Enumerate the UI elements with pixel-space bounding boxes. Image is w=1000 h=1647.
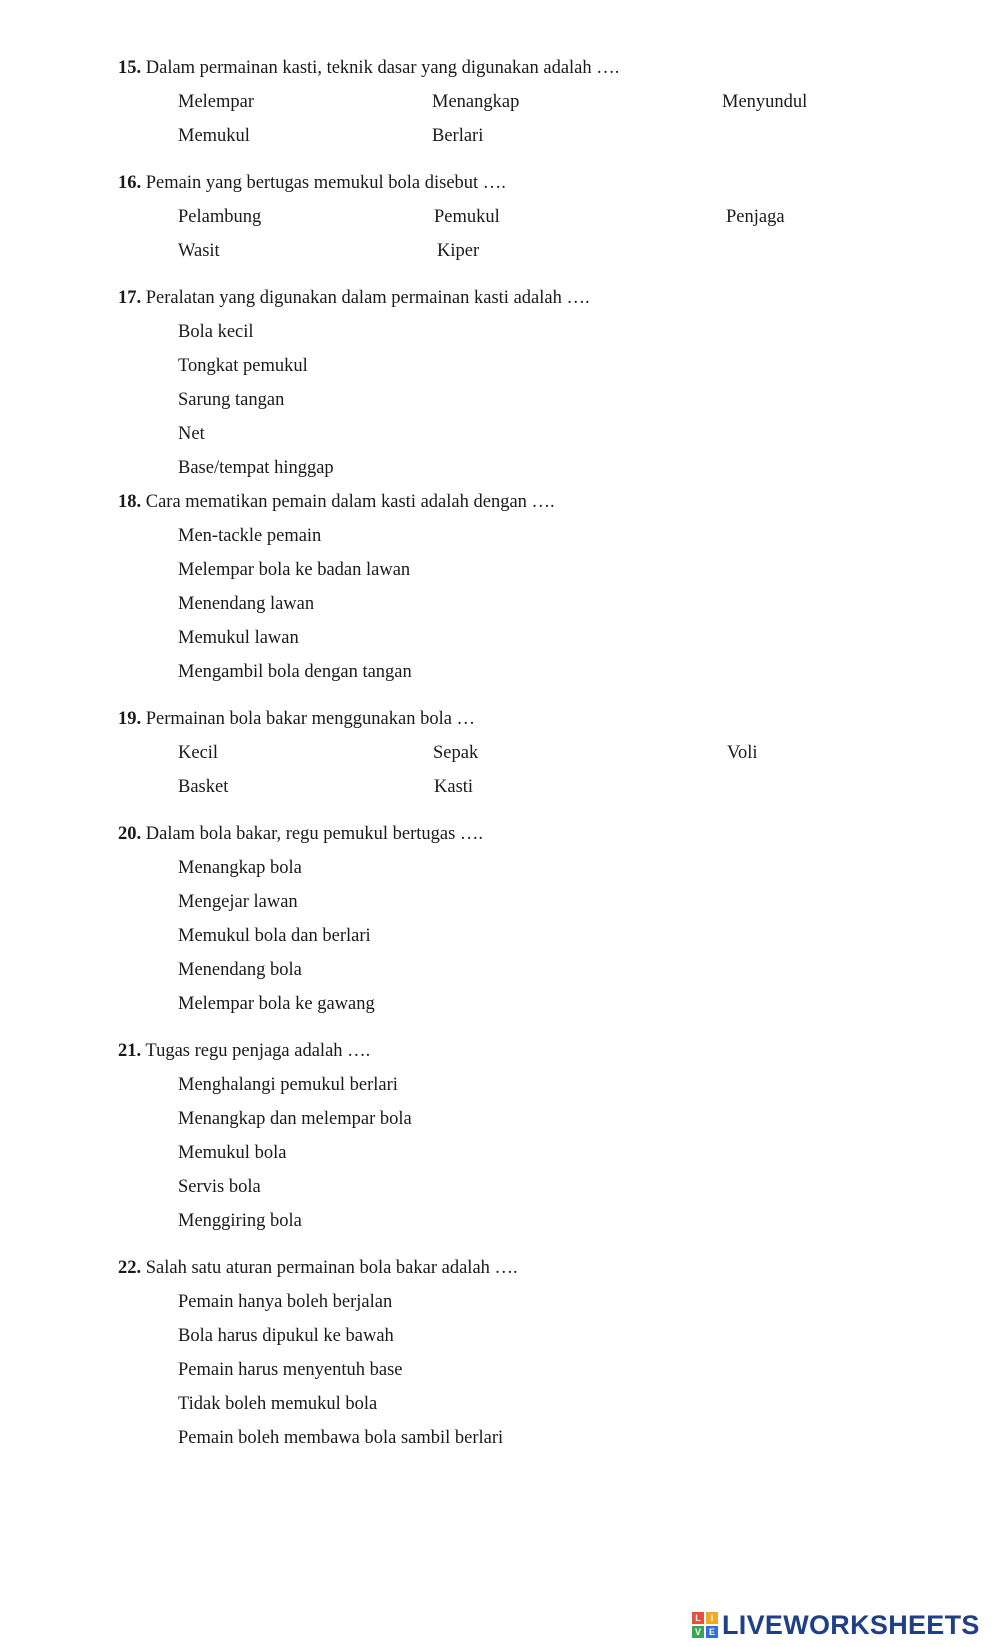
option[interactable]: Penjaga (726, 207, 785, 227)
option[interactable]: Pemain hanya boleh berjalan (178, 1292, 393, 1312)
option[interactable]: Pemain boleh membawa bola sambil berlari (178, 1428, 504, 1448)
question-number: 15. (118, 58, 142, 78)
logo-square: V (692, 1626, 704, 1638)
option[interactable]: Melempar bola ke badan lawan (178, 560, 411, 580)
option[interactable]: Mengejar lawan (178, 892, 298, 912)
option[interactable]: Kiper (437, 241, 480, 261)
question-15 (118, 58, 619, 79)
question-22 (118, 1258, 518, 1279)
question-number: 20. (118, 824, 142, 844)
option[interactable]: Menggiring bola (178, 1211, 302, 1231)
option[interactable]: Menendang lawan (178, 594, 315, 614)
option[interactable]: Sarung tangan (178, 390, 285, 410)
option[interactable]: Tidak boleh memukul bola (178, 1394, 378, 1414)
question-text: Dalam permainan kasti, teknik dasar yang digunakan adalah …. (145, 58, 620, 78)
question-16 (118, 173, 506, 194)
option[interactable]: Memukul (178, 126, 250, 146)
liveworksheets-logo (692, 1608, 992, 1642)
option[interactable]: Men-tackle pemain (178, 526, 322, 546)
logo-square: E (706, 1626, 718, 1638)
option[interactable]: Base/tempat hinggap (178, 458, 334, 478)
question-text: Dalam bola bakar, regu pemukul bertugas …. (145, 824, 484, 844)
option[interactable]: Menangkap dan melempar bola (178, 1109, 412, 1129)
logo-square: I (706, 1612, 718, 1624)
option[interactable]: Sepak (433, 743, 479, 763)
question-text: Tugas regu penjaga adalah …. (145, 1041, 371, 1061)
option[interactable]: Pemain harus menyentuh base (178, 1360, 403, 1380)
question-number: 18. (118, 492, 142, 512)
logo-wordmark: LIVEWORKSHEETS (722, 1609, 980, 1640)
option[interactable]: Bola harus dipukul ke bawah (178, 1326, 394, 1346)
question-21 (118, 1041, 370, 1062)
question-number: 21. (118, 1041, 142, 1061)
option[interactable]: Net (178, 424, 205, 444)
question-text: Pemain yang bertugas memukul bola disebut …. (145, 173, 506, 193)
option[interactable]: Basket (178, 777, 229, 797)
option[interactable]: Memukul lawan (178, 628, 299, 648)
question-text: Salah satu aturan permainan bola bakar adalah …. (145, 1258, 518, 1278)
option[interactable]: Menangkap (432, 92, 520, 112)
question-17 (118, 288, 590, 309)
option[interactable]: Bola kecil (178, 322, 254, 342)
option[interactable]: Memukul bola dan berlari (178, 926, 371, 946)
option[interactable]: Menghalangi pemukul berlari (178, 1075, 398, 1095)
question-number: 22. (118, 1258, 142, 1278)
question-19 (118, 709, 475, 730)
option[interactable]: Pemukul (434, 207, 500, 227)
logo-mark-icon (692, 1612, 718, 1638)
question-text: Permainan bola bakar menggunakan bola … (145, 709, 476, 729)
option[interactable]: Melempar bola ke gawang (178, 994, 375, 1014)
option[interactable]: Servis bola (178, 1177, 261, 1197)
option[interactable]: Berlari (432, 126, 484, 146)
option[interactable]: Mengambil bola dengan tangan (178, 662, 412, 682)
option[interactable]: Menyundul (722, 92, 808, 112)
option[interactable]: Pelambung (178, 207, 262, 227)
option[interactable]: Kecil (178, 743, 219, 763)
option[interactable]: Memukul bola (178, 1143, 287, 1163)
option[interactable]: Tongkat pemukul (178, 356, 308, 376)
option[interactable]: Menendang bola (178, 960, 302, 980)
option[interactable]: Melempar (178, 92, 255, 112)
option[interactable]: Menangkap bola (178, 858, 302, 878)
option[interactable]: Kasti (434, 777, 474, 797)
logo-square: L (692, 1612, 704, 1624)
question-number: 19. (118, 709, 142, 729)
question-number: 16. (118, 173, 142, 193)
option[interactable]: Voli (727, 743, 758, 763)
question-number: 17. (118, 288, 142, 308)
question-text: Cara mematikan pemain dalam kasti adalah dengan …. (145, 492, 555, 512)
question-text: Peralatan yang digunakan dalam permainan kasti adalah …. (145, 288, 590, 308)
question-18 (118, 492, 555, 513)
question-20 (118, 824, 483, 845)
option[interactable]: Wasit (178, 241, 220, 261)
